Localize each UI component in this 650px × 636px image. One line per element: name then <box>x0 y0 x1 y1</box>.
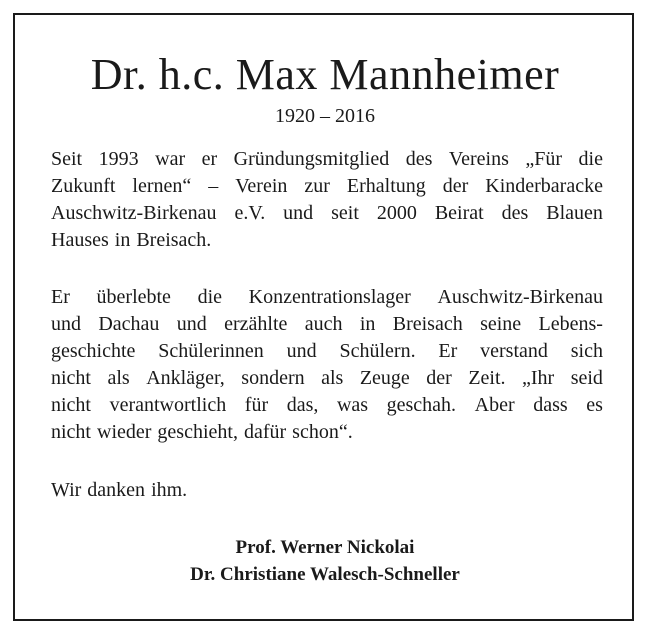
word: Breisach. <box>136 229 212 251</box>
word: Zukunft <box>51 175 116 197</box>
word: er <box>201 148 218 170</box>
signatory-1: Prof. Werner Nickolai <box>235 537 415 558</box>
word: geschah. <box>386 394 457 416</box>
word: die <box>578 148 603 170</box>
word: Erhaltung <box>346 175 426 197</box>
life-years: 1920 – 2016 <box>275 105 375 127</box>
word: und <box>176 313 207 335</box>
word: Zeit. <box>468 367 506 389</box>
text-line <box>51 419 603 446</box>
word: des <box>405 148 433 170</box>
word: seid <box>570 367 603 389</box>
word: der <box>442 175 469 197</box>
paragraph-biography <box>51 284 603 446</box>
word: Verein <box>235 175 288 197</box>
word: „Für <box>525 148 563 170</box>
word: Ankläger, <box>146 367 225 389</box>
word: des <box>501 202 529 224</box>
word: Auschwitz-Birkenau <box>51 202 217 224</box>
word: Er <box>51 286 70 308</box>
signatory-2: Dr. Christiane Walesch-Schneller <box>190 564 460 585</box>
word: nicht <box>51 394 91 416</box>
word: danken <box>87 479 146 501</box>
word: was <box>336 394 369 416</box>
paragraph-thanks <box>51 477 603 504</box>
word: verstand <box>480 340 548 362</box>
text-line <box>51 146 603 173</box>
word: Blauen <box>546 202 603 224</box>
word: – <box>208 175 219 197</box>
word: seit <box>331 202 359 224</box>
word: und <box>51 313 81 335</box>
word: der <box>426 367 452 389</box>
word: ihm. <box>151 479 188 501</box>
text-line <box>51 477 603 504</box>
word: 1993 <box>98 148 139 170</box>
word: schon“. <box>292 421 353 443</box>
word: dass <box>533 394 568 416</box>
text-line <box>51 311 603 338</box>
word: sondern <box>241 367 305 389</box>
word: seine <box>480 313 522 335</box>
word: verantwortlich <box>109 394 227 416</box>
word: es <box>586 394 603 416</box>
word: war <box>155 148 186 170</box>
text-line <box>51 284 603 311</box>
word: Vereins <box>448 148 509 170</box>
word: Beirat <box>434 202 484 224</box>
notice-title: Dr. h.c. Max Mannheimer <box>90 50 560 99</box>
word: Seit <box>51 148 83 170</box>
word: e.V. <box>234 202 266 224</box>
word: geschichte <box>51 340 136 362</box>
word: Dachau <box>98 313 160 335</box>
text-line <box>51 365 603 392</box>
word: in <box>114 229 131 251</box>
word: Lebens- <box>538 313 603 335</box>
word: als <box>107 367 130 389</box>
text-line <box>51 392 603 419</box>
word: „Ihr <box>522 367 555 389</box>
word: 2000 <box>376 202 417 224</box>
word: dafür <box>243 421 287 443</box>
word: und <box>283 202 314 224</box>
word: Gründungsmitglied <box>233 148 390 170</box>
word: Konzentrationslager <box>248 286 411 308</box>
word: als <box>321 367 344 389</box>
word: Er <box>438 340 458 362</box>
word: erzählte <box>224 313 288 335</box>
paragraph-membership <box>51 146 603 254</box>
word: Schülern. <box>339 340 416 362</box>
word: Kinderbaracke <box>485 175 603 197</box>
text-line <box>51 227 603 254</box>
word: das, <box>286 394 319 416</box>
word: sich <box>570 340 603 362</box>
word: in <box>359 313 376 335</box>
word: überlebte <box>96 286 171 308</box>
word: nicht <box>51 367 91 389</box>
word: Schülerinnen <box>158 340 264 362</box>
word: lernen“ <box>132 175 192 197</box>
word: Auschwitz-Birkenau <box>437 286 603 308</box>
word: für <box>244 394 269 416</box>
word: und <box>286 340 317 362</box>
word: Wir <box>51 479 82 501</box>
word: nicht <box>51 421 91 443</box>
text-line <box>51 338 603 365</box>
word: auch <box>304 313 343 335</box>
word: die <box>197 286 223 308</box>
text-line <box>51 200 603 227</box>
word: wieder <box>97 421 152 443</box>
text-line <box>51 173 603 200</box>
word: Aber <box>474 394 515 416</box>
word: Zeuge <box>359 367 410 389</box>
word: Breisach <box>392 313 463 335</box>
word: geschieht, <box>157 421 238 443</box>
word: Hauses <box>51 229 109 251</box>
word: zur <box>304 175 330 197</box>
